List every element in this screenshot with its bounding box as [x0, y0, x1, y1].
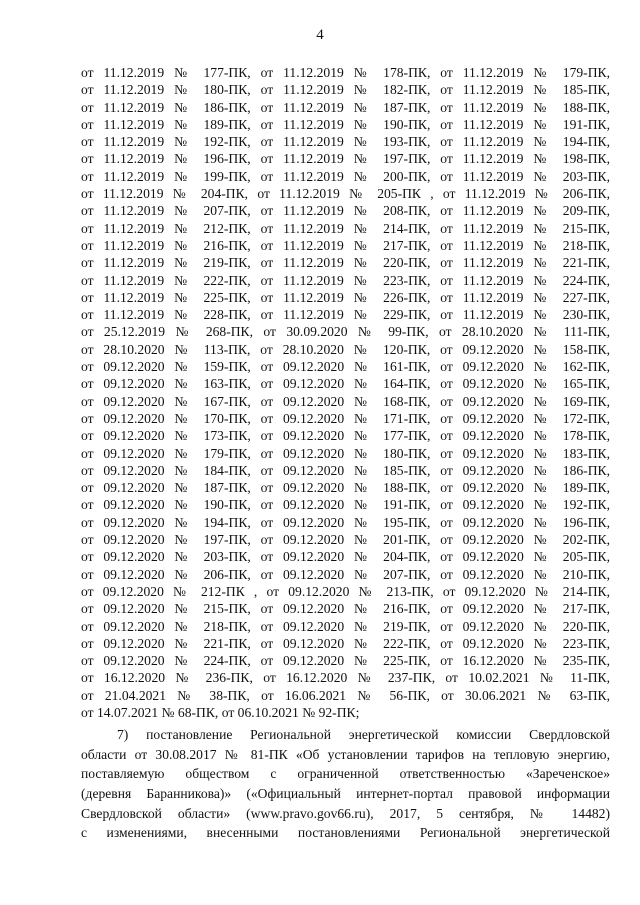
resolution-line: от 28.10.2020 № 113-ПК, от 28.10.2020 № 120-ПК, от 09.12.2020 № 158-ПК, [81, 341, 610, 357]
resolution-line: от 25.12.2019 № 268-ПК, от 30.09.2020 № 99-ПК, от 28.10.2020 № 111-ПК, [81, 324, 610, 340]
resolution-line: от 09.12.2020 № 218-ПК, от 09.12.2020 № 219-ПК, от 09.12.2020 № 220-ПК, [81, 618, 610, 634]
document-body [81, 64, 610, 843]
resolution-line: от 09.12.2020 № 159-ПК, от 09.12.2020 № 161-ПК, от 09.12.2020 № 162-ПК, [81, 359, 610, 375]
page-number: 4 [316, 27, 324, 43]
resolution-line: от 21.04.2021 № 38-ПК, от 16.06.2021 № 56-ПК, от 30.06.2021 № 63-ПК, [81, 687, 610, 703]
resolution-line: от 11.12.2019 № 228-ПК, от 11.12.2019 № 229-ПК, от 11.12.2019 № 230-ПК, [81, 307, 610, 323]
resolution-line: от 09.12.2020 № 215-ПК, от 09.12.2020 № 216-ПК, от 09.12.2020 № 217-ПК, [81, 601, 610, 617]
paragraph-line: Свердловской области» (www.pravo.gov66.ru), 2017, 5 сентября, № 14482) [81, 805, 610, 821]
resolution-line: от 11.12.2019 № 199-ПК, от 11.12.2019 № 200-ПК, от 11.12.2019 № 203-ПК, [81, 168, 610, 184]
resolution-line: от 09.12.2020 № 212-ПК , от 09.12.2020 № 213-ПК, от 09.12.2020 № 214-ПК, [81, 583, 610, 599]
resolution-line: от 11.12.2019 № 177-ПК, от 11.12.2019 № 178-ПК, от 11.12.2019 № 179-ПК, [81, 65, 610, 80]
resolution-line: от 11.12.2019 № 225-ПК, от 11.12.2019 № 226-ПК, от 11.12.2019 № 227-ПК, [81, 289, 610, 305]
resolution-line: от 09.12.2020 № 224-ПК, от 09.12.2020 № 225-ПК, от 16.12.2020 № 235-ПК, [81, 653, 610, 669]
resolution-line: от 09.12.2020 № 197-ПК, от 09.12.2020 № 201-ПК, от 09.12.2020 № 202-ПК, [81, 532, 610, 548]
resolution-line: от 11.12.2019 № 222-ПК, от 11.12.2019 № 223-ПК, от 11.12.2019 № 224-ПК, [81, 272, 610, 288]
resolution-line: от 16.12.2020 № 236-ПК, от 16.12.2020 № 237-ПК, от 10.02.2021 № 11-ПК, [81, 670, 610, 686]
resolution-line: от 09.12.2020 № 170-ПК, от 09.12.2020 № 171-ПК, от 09.12.2020 № 172-ПК, [81, 410, 610, 426]
paragraph-line: (деревня Баранникова)» («Официальный интернет-портал правовой информации [81, 786, 610, 802]
resolution-line: от 11.12.2019 № 196-ПК, от 11.12.2019 № 197-ПК, от 11.12.2019 № 198-ПК, [81, 151, 610, 167]
resolution-line: от 09.12.2020 № 190-ПК, от 09.12.2020 № 191-ПК, от 09.12.2020 № 192-ПК, [81, 497, 610, 513]
resolution-line: от 11.12.2019 № 189-ПК, от 11.12.2019 № 190-ПК, от 11.12.2019 № 191-ПК, [81, 116, 610, 132]
resolution-line: от 09.12.2020 № 184-ПК, от 09.12.2020 № 185-ПК, от 09.12.2020 № 186-ПК, [81, 462, 610, 478]
paragraph-line: 7) постановление Региональной энергетической комиссии Свердловской [117, 727, 610, 743]
resolution-line: от 11.12.2019 № 219-ПК, от 11.12.2019 № 220-ПК, от 11.12.2019 № 221-ПК, [81, 255, 610, 271]
resolution-line: от 11.12.2019 № 207-ПК, от 11.12.2019 № 208-ПК, от 11.12.2019 № 209-ПК, [81, 203, 610, 219]
resolution-line: от 09.12.2020 № 163-ПК, от 09.12.2020 № 164-ПК, от 09.12.2020 № 165-ПК, [81, 376, 610, 392]
resolution-line: от 09.12.2020 № 179-ПК, от 09.12.2020 № 180-ПК, от 09.12.2020 № 183-ПК, [81, 445, 610, 461]
resolution-line: от 09.12.2020 № 221-ПК, от 09.12.2020 № 222-ПК, от 09.12.2020 № 223-ПК, [81, 635, 610, 651]
resolution-line: от 09.12.2020 № 167-ПК, от 09.12.2020 № 168-ПК, от 09.12.2020 № 169-ПК, [81, 393, 610, 409]
paragraph-line: поставляемую обществом с ограниченной ответственностью «Зареченское» [81, 766, 610, 782]
resolution-line: от 09.12.2020 № 203-ПК, от 09.12.2020 № 204-ПК, от 09.12.2020 № 205-ПК, [81, 549, 610, 565]
resolution-line: от 11.12.2019 № 216-ПК, от 11.12.2019 № 217-ПК, от 11.12.2019 № 218-ПК, [81, 237, 610, 253]
resolution-line: от 09.12.2020 № 173-ПК, от 09.12.2020 № 177-ПК, от 09.12.2020 № 178-ПК, [81, 428, 610, 444]
resolution-line: от 14.07.2021 № 68-ПК, от 06.10.2021 № 92-ПК; [81, 704, 360, 720]
resolution-line: от 09.12.2020 № 206-ПК, от 09.12.2020 № 207-ПК, от 09.12.2020 № 210-ПК, [81, 566, 610, 582]
resolution-line: от 09.12.2020 № 194-ПК, от 09.12.2020 № 195-ПК, от 09.12.2020 № 196-ПК, [81, 514, 610, 530]
paragraph-line: с изменениями, внесенными постановлениями Региональной энергетической [81, 825, 610, 841]
paragraph-line: области от 30.08.2017 № 81-ПК «Об установлении тарифов на тепловую энергию, [81, 746, 610, 762]
resolution-line: от 11.12.2019 № 212-ПК, от 11.12.2019 № 214-ПК, от 11.12.2019 № 215-ПК, [81, 220, 610, 236]
resolution-line: от 09.12.2020 № 187-ПК, от 09.12.2020 № 188-ПК, от 09.12.2020 № 189-ПК, [81, 480, 610, 496]
paragraph-7 [81, 725, 610, 843]
resolution-line: от 11.12.2019 № 186-ПК, от 11.12.2019 № 187-ПК, от 11.12.2019 № 188-ПК, [81, 99, 610, 115]
resolution-line: от 11.12.2019 № 204-ПК, от 11.12.2019 № 205-ПК , от 11.12.2019 № 206-ПК, [81, 186, 610, 202]
resolution-list [81, 64, 610, 721]
resolution-line: от 11.12.2019 № 192-ПК, от 11.12.2019 № 193-ПК, от 11.12.2019 № 194-ПК, [81, 134, 610, 150]
resolution-line: от 11.12.2019 № 180-ПК, от 11.12.2019 № 182-ПК, от 11.12.2019 № 185-ПК, [81, 82, 610, 98]
